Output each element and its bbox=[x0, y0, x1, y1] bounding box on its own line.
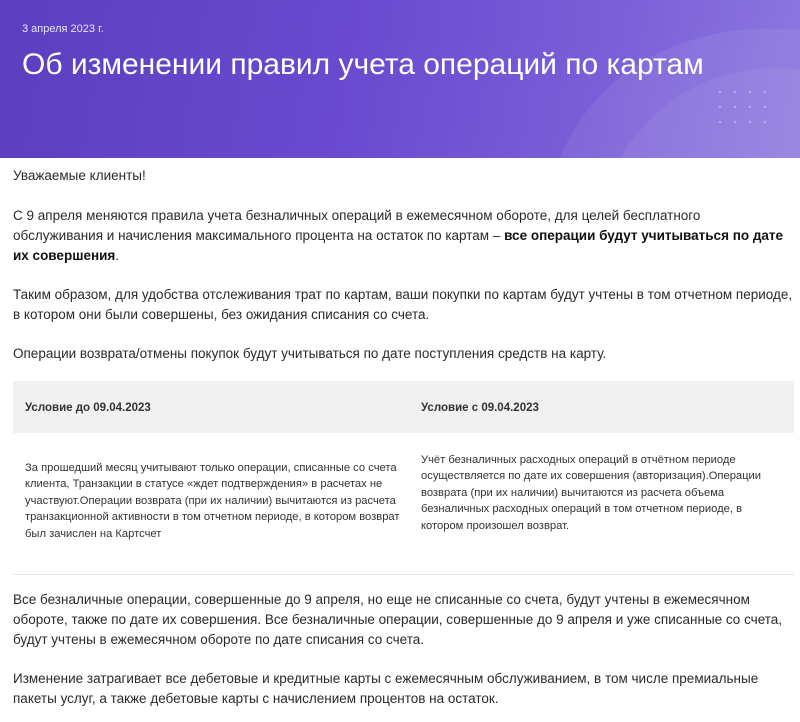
table-cell-after: Учёт безналичных расходных операций в отчётном периоде осуществляется по дате их совершения (авторизация).Операции возврата (при их наличии) вычитаются из расчета объема безналичных расходных операций в том отчетном периоде, в котором произошел возврат. bbox=[421, 454, 762, 532]
table-divider bbox=[13, 574, 794, 575]
paragraph-affected-cards: Изменение затрагивает все дебетовые и кредитные карты с ежемесячным обслуживанием, в том числе премиальные пакеты услуг, а также дебетовые карты с начислением процентов на остаток. bbox=[13, 671, 759, 706]
publication-date: 3 апреля 2023 г. bbox=[22, 23, 104, 35]
page-title: Об изменении правил учета операций по картам bbox=[22, 48, 704, 81]
paragraph-refunds: Операции возврата/отмены покупок будут учитываться по дате поступления средств на карту. bbox=[13, 346, 607, 361]
conditions-table bbox=[13, 381, 794, 569]
greeting: Уважаемые клиенты! bbox=[13, 168, 146, 183]
table-header-after: Условие с 09.04.2023 bbox=[421, 402, 539, 414]
paragraph-tracking: Таким образом, для удобства отслеживания трат по картам, ваши покупки по картам будут учтены в том отчетном периоде, в котором они были совершены, без ожидания списания со счета. bbox=[13, 287, 793, 322]
paragraph-before-april: Все безналичные операции, совершенные до 9 апреля, но еще не списанные со счета, будут учтены в ежемесячном обороте, также по дате их совершения. Все безналичные операции, совершенные до 9 апреля и уже списанные со счета, будут учтены в ежемесячном обороте по дате списания со счета. bbox=[13, 592, 783, 647]
table-row bbox=[13, 433, 794, 569]
page-header-banner bbox=[0, 0, 800, 158]
table-cell-before: За прошедший месяц учитывают только операции, списанные со счета клиента, Транзакции в статусе «ждет подтверждения» в расчетах не участвуют.Операции возврата (при их наличии) вычитаются из расчета транзакционной активности в том отчетном периоде, в котором возврат был зачислен на Картсчет bbox=[25, 462, 400, 540]
table-header-before: Условие до 09.04.2023 bbox=[25, 402, 151, 414]
paragraph-rules-change bbox=[13, 206, 793, 266]
paragraph-rules-change-text: С 9 апреля меняются правила учета безналичных операций в ежемесячном обороте, для целей бесплатного обслуживания и начисления максимального процента на остаток по картам – bbox=[13, 208, 701, 243]
paragraph-rules-change-emphasis: все операции будут учитываться по дате их совершения bbox=[13, 228, 784, 263]
table-header-row bbox=[13, 381, 794, 433]
paragraph-rules-change-end: . bbox=[115, 248, 120, 263]
